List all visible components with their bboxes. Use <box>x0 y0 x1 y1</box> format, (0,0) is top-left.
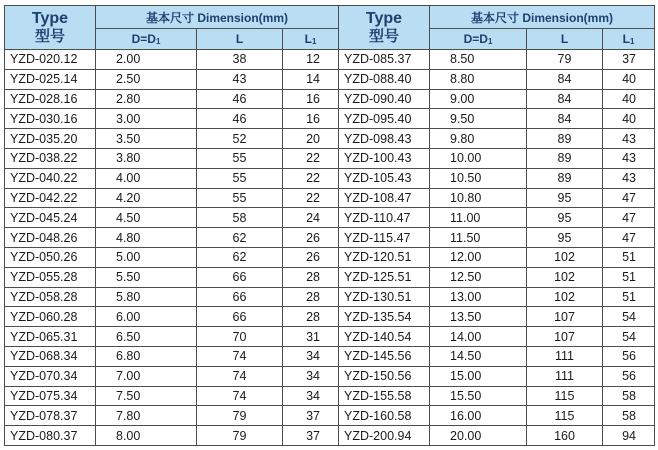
type-cell: YZD-050.26 <box>5 247 96 267</box>
length1-cell: 40 <box>603 89 655 109</box>
length1-cell: 54 <box>603 307 655 327</box>
table-row <box>5 426 655 446</box>
length-cell: 62 <box>197 228 283 248</box>
diameter-cell: 15.50 <box>430 386 527 406</box>
diameter-cell: 7.50 <box>96 386 197 406</box>
table-row <box>5 386 655 406</box>
length-cell: 79 <box>527 50 603 70</box>
type-cell: YZD-110.47 <box>339 208 430 228</box>
type-cell: YZD-068.34 <box>5 346 96 366</box>
diameter-cell: 13.50 <box>430 307 527 327</box>
col-l-header: L <box>527 29 603 50</box>
diameter-cell: 6.00 <box>96 307 197 327</box>
length1-cell: 94 <box>603 426 655 446</box>
diameter-cell: 9.50 <box>430 109 527 129</box>
type-cell: YZD-100.43 <box>339 148 430 168</box>
col-d-subscript: 1 <box>487 37 493 46</box>
length-cell: 89 <box>527 168 603 188</box>
type-cell: YZD-042.22 <box>5 188 96 208</box>
table-body <box>5 50 655 446</box>
length-cell: 115 <box>527 386 603 406</box>
length1-cell: 43 <box>603 148 655 168</box>
length-cell: 95 <box>527 208 603 228</box>
col-d-subscript: 1 <box>155 37 161 46</box>
length-cell: 95 <box>527 188 603 208</box>
type-header-en: Type <box>365 9 403 27</box>
type-cell: YZD-025.14 <box>5 69 96 89</box>
diameter-cell: 9.80 <box>430 129 527 149</box>
diameter-cell: 11.50 <box>430 228 527 248</box>
length-cell: 95 <box>527 228 603 248</box>
diameter-cell: 6.50 <box>96 327 197 347</box>
length-cell: 38 <box>197 50 283 70</box>
length-cell: 160 <box>527 426 603 446</box>
type-cell: YZD-150.56 <box>339 366 430 386</box>
table-row <box>5 366 655 386</box>
length-cell: 102 <box>527 287 603 307</box>
diameter-cell: 3.50 <box>96 129 197 149</box>
diameter-cell: 11.00 <box>430 208 527 228</box>
type-cell: YZD-020.12 <box>5 50 96 70</box>
length1-cell: 47 <box>603 188 655 208</box>
diameter-cell: 6.80 <box>96 346 197 366</box>
type-cell: YZD-130.51 <box>339 287 430 307</box>
length-cell: 55 <box>197 148 283 168</box>
table-header <box>5 6 655 50</box>
col-l1-header <box>283 29 339 50</box>
type-cell: YZD-030.16 <box>5 109 96 129</box>
length-cell: 102 <box>527 247 603 267</box>
length1-cell: 28 <box>283 307 339 327</box>
length-cell: 84 <box>527 109 603 129</box>
length1-cell: 34 <box>283 346 339 366</box>
table-row <box>5 228 655 248</box>
type-cell: YZD-090.40 <box>339 89 430 109</box>
type-cell: YZD-065.31 <box>5 327 96 347</box>
length-cell: 107 <box>527 327 603 347</box>
length1-cell: 20 <box>283 129 339 149</box>
type-cell: YZD-070.34 <box>5 366 96 386</box>
type-cell: YZD-095.40 <box>339 109 430 129</box>
type-cell: YZD-108.47 <box>339 188 430 208</box>
length1-cell: 37 <box>283 406 339 426</box>
dimension-header-right: 基本尺寸 Dimension(mm) <box>430 6 655 29</box>
length-cell: 111 <box>527 366 603 386</box>
length-cell: 84 <box>527 69 603 89</box>
length1-cell: 22 <box>283 168 339 188</box>
length-cell: 115 <box>527 406 603 426</box>
length-cell: 111 <box>527 346 603 366</box>
length1-cell: 28 <box>283 267 339 287</box>
diameter-cell: 8.50 <box>430 50 527 70</box>
length1-cell: 28 <box>283 287 339 307</box>
length1-cell: 40 <box>603 69 655 89</box>
length1-cell: 51 <box>603 287 655 307</box>
type-cell: YZD-075.34 <box>5 386 96 406</box>
table-row <box>5 188 655 208</box>
length-cell: 89 <box>527 129 603 149</box>
length1-cell: 34 <box>283 366 339 386</box>
type-cell: YZD-155.58 <box>339 386 430 406</box>
diameter-cell: 9.00 <box>430 89 527 109</box>
col-d-header <box>430 29 527 50</box>
type-cell: YZD-040.22 <box>5 168 96 188</box>
length-cell: 66 <box>197 307 283 327</box>
type-cell: YZD-160.58 <box>339 406 430 426</box>
length1-cell: 22 <box>283 148 339 168</box>
length1-cell: 47 <box>603 228 655 248</box>
dimension-header-left: 基本尺寸 Dimension(mm) <box>96 6 339 29</box>
length-cell: 84 <box>527 89 603 109</box>
type-cell: YZD-125.51 <box>339 267 430 287</box>
type-cell: YZD-038.22 <box>5 148 96 168</box>
length1-cell: 40 <box>603 109 655 129</box>
length-cell: 55 <box>197 168 283 188</box>
diameter-cell: 7.00 <box>96 366 197 386</box>
length-cell: 66 <box>197 287 283 307</box>
diameter-cell: 13.00 <box>430 287 527 307</box>
length1-cell: 22 <box>283 188 339 208</box>
length1-cell: 56 <box>603 366 655 386</box>
diameter-cell: 20.00 <box>430 426 527 446</box>
diameter-cell: 4.20 <box>96 188 197 208</box>
table-row <box>5 148 655 168</box>
col-d-header <box>96 29 197 50</box>
length-cell: 46 <box>197 109 283 129</box>
table-row <box>5 406 655 426</box>
length1-cell: 58 <box>603 406 655 426</box>
type-header-en: Type <box>31 9 69 27</box>
diameter-cell: 2.00 <box>96 50 197 70</box>
type-cell: YZD-140.54 <box>339 327 430 347</box>
length-cell: 55 <box>197 188 283 208</box>
table-row <box>5 247 655 267</box>
length-cell: 74 <box>197 386 283 406</box>
table-row <box>5 307 655 327</box>
diameter-cell: 2.50 <box>96 69 197 89</box>
table-row <box>5 168 655 188</box>
length1-cell: 54 <box>603 327 655 347</box>
type-cell: YZD-035.20 <box>5 129 96 149</box>
diameter-cell: 7.80 <box>96 406 197 426</box>
table-row <box>5 346 655 366</box>
length1-cell: 26 <box>283 228 339 248</box>
table-row <box>5 109 655 129</box>
diameter-cell: 5.80 <box>96 287 197 307</box>
diameter-cell: 10.00 <box>430 148 527 168</box>
col-l1-header <box>603 29 655 50</box>
length1-cell: 31 <box>283 327 339 347</box>
type-cell: YZD-098.43 <box>339 129 430 149</box>
length1-cell: 43 <box>603 168 655 188</box>
diameter-cell: 10.80 <box>430 188 527 208</box>
length-cell: 70 <box>197 327 283 347</box>
length1-cell: 14 <box>283 69 339 89</box>
diameter-cell: 12.00 <box>430 247 527 267</box>
length-cell: 66 <box>197 267 283 287</box>
type-cell: YZD-078.37 <box>5 406 96 426</box>
type-cell: YZD-105.43 <box>339 168 430 188</box>
length1-cell: 24 <box>283 208 339 228</box>
diameter-cell: 2.80 <box>96 89 197 109</box>
length-cell: 62 <box>197 247 283 267</box>
length1-cell: 47 <box>603 208 655 228</box>
table-row <box>5 50 655 70</box>
type-cell: YZD-145.56 <box>339 346 430 366</box>
table-row <box>5 69 655 89</box>
length-cell: 46 <box>197 89 283 109</box>
diameter-cell: 15.00 <box>430 366 527 386</box>
type-header-cn: 型号 <box>368 27 399 45</box>
col-l1-label: L <box>304 32 312 46</box>
type-cell: YZD-200.94 <box>339 426 430 446</box>
table-row <box>5 267 655 287</box>
length1-cell: 34 <box>283 386 339 406</box>
length-cell: 79 <box>197 406 283 426</box>
length-cell: 74 <box>197 366 283 386</box>
length-cell: 79 <box>197 426 283 446</box>
length-cell: 89 <box>527 148 603 168</box>
length1-cell: 56 <box>603 346 655 366</box>
col-d-label: D=D <box>463 32 488 46</box>
diameter-cell: 5.50 <box>96 267 197 287</box>
length-cell: 74 <box>197 346 283 366</box>
diameter-cell: 10.50 <box>430 168 527 188</box>
type-cell: YZD-055.28 <box>5 267 96 287</box>
type-cell: YZD-085.37 <box>339 50 430 70</box>
diameter-cell: 4.00 <box>96 168 197 188</box>
length-cell: 102 <box>527 267 603 287</box>
col-l1-subscript: 1 <box>311 37 317 46</box>
diameter-cell: 4.80 <box>96 228 197 248</box>
table-row <box>5 287 655 307</box>
type-header-cn: 型号 <box>34 27 65 45</box>
length1-cell: 37 <box>283 426 339 446</box>
length1-cell: 37 <box>603 50 655 70</box>
col-l1-label: L <box>622 32 630 46</box>
dimension-table <box>4 5 655 446</box>
diameter-cell: 16.00 <box>430 406 527 426</box>
diameter-cell: 8.00 <box>96 426 197 446</box>
length1-cell: 16 <box>283 109 339 129</box>
diameter-cell: 14.00 <box>430 327 527 347</box>
length1-cell: 58 <box>603 386 655 406</box>
col-l-header: L <box>197 29 283 50</box>
length1-cell: 43 <box>603 129 655 149</box>
table-row <box>5 208 655 228</box>
length-cell: 107 <box>527 307 603 327</box>
type-cell: YZD-080.37 <box>5 426 96 446</box>
length1-cell: 12 <box>283 50 339 70</box>
table-row <box>5 89 655 109</box>
type-cell: YZD-045.24 <box>5 208 96 228</box>
length-cell: 43 <box>197 69 283 89</box>
diameter-cell: 3.00 <box>96 109 197 129</box>
diameter-cell: 14.50 <box>430 346 527 366</box>
length-cell: 52 <box>197 129 283 149</box>
length1-cell: 51 <box>603 267 655 287</box>
diameter-cell: 4.50 <box>96 208 197 228</box>
table-row <box>5 327 655 347</box>
type-cell: YZD-060.28 <box>5 307 96 327</box>
length1-cell: 26 <box>283 247 339 267</box>
type-cell: YZD-088.40 <box>339 69 430 89</box>
col-d-label: D=D <box>131 32 156 46</box>
diameter-cell: 3.80 <box>96 148 197 168</box>
type-header-right <box>339 6 430 50</box>
table-row <box>5 129 655 149</box>
type-header-left <box>5 6 96 50</box>
type-cell: YZD-048.26 <box>5 228 96 248</box>
col-l1-subscript: 1 <box>629 37 635 46</box>
diameter-cell: 8.80 <box>430 69 527 89</box>
type-cell: YZD-115.47 <box>339 228 430 248</box>
diameter-cell: 5.00 <box>96 247 197 267</box>
type-cell: YZD-135.54 <box>339 307 430 327</box>
length1-cell: 51 <box>603 247 655 267</box>
type-cell: YZD-028.16 <box>5 89 96 109</box>
length1-cell: 16 <box>283 89 339 109</box>
diameter-cell: 12.50 <box>430 267 527 287</box>
type-cell: YZD-058.28 <box>5 287 96 307</box>
length-cell: 58 <box>197 208 283 228</box>
type-cell: YZD-120.51 <box>339 247 430 267</box>
